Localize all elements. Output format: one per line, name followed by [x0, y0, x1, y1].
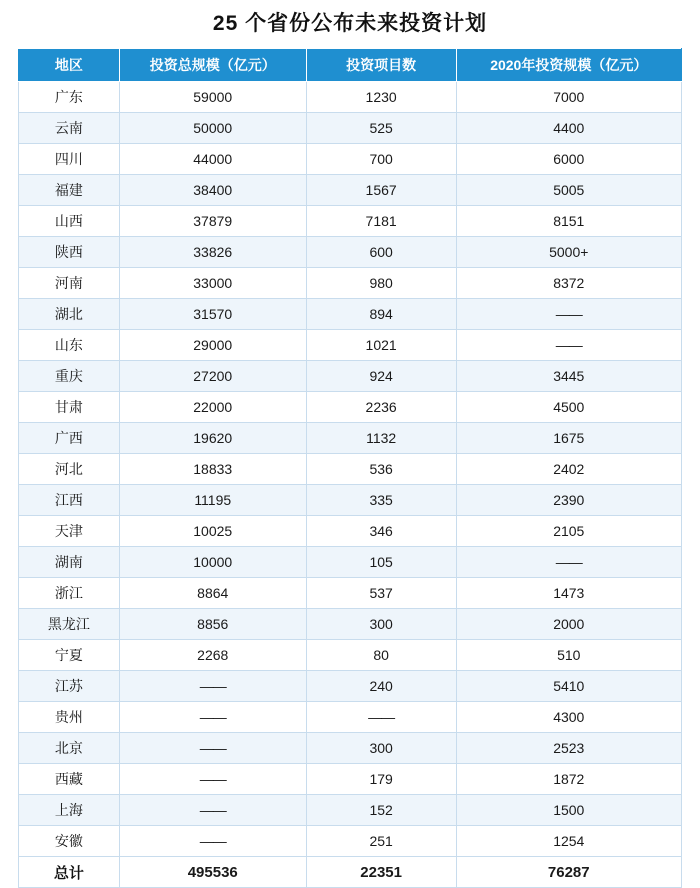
cell-project-count: 536 — [306, 454, 456, 485]
cell-region: 广东 — [19, 82, 120, 113]
table-row — [19, 454, 682, 485]
cell-2020-investment: —— — [456, 330, 681, 361]
cell-2020-investment: 7000 — [456, 82, 681, 113]
cell-2020-investment: 4400 — [456, 113, 681, 144]
cell-project-count: 22351 — [306, 857, 456, 888]
cell-2020-investment: 1872 — [456, 764, 681, 795]
cell-total-investment: 33000 — [119, 268, 306, 299]
cell-project-count: 700 — [306, 144, 456, 175]
table-body — [19, 82, 682, 888]
cell-region: 北京 — [19, 733, 120, 764]
cell-region: 河北 — [19, 454, 120, 485]
cell-2020-investment: 2000 — [456, 609, 681, 640]
column-header-total-investment: 投资总规模（亿元） — [119, 49, 306, 82]
cell-2020-investment: 8151 — [456, 206, 681, 237]
cell-total-investment: —— — [119, 826, 306, 857]
table-row — [19, 485, 682, 516]
table-row — [19, 640, 682, 671]
cell-project-count: 1021 — [306, 330, 456, 361]
cell-total-investment: 11195 — [119, 485, 306, 516]
cell-project-count: 1132 — [306, 423, 456, 454]
cell-total-investment: 19620 — [119, 423, 306, 454]
cell-region: 江西 — [19, 485, 120, 516]
table-row — [19, 206, 682, 237]
cell-2020-investment: 1473 — [456, 578, 681, 609]
cell-region: 天津 — [19, 516, 120, 547]
column-header-2020-investment: 2020年投资规模（亿元） — [456, 49, 681, 82]
table-row — [19, 702, 682, 733]
cell-region: 西藏 — [19, 764, 120, 795]
cell-2020-investment: 510 — [456, 640, 681, 671]
cell-project-count: 179 — [306, 764, 456, 795]
cell-region: 总计 — [19, 857, 120, 888]
cell-total-investment: 29000 — [119, 330, 306, 361]
cell-project-count: 300 — [306, 609, 456, 640]
cell-total-investment: —— — [119, 764, 306, 795]
cell-2020-investment: 8372 — [456, 268, 681, 299]
cell-project-count: 300 — [306, 733, 456, 764]
cell-region: 广西 — [19, 423, 120, 454]
column-header-region: 地区 — [19, 49, 120, 82]
cell-total-investment: 495536 — [119, 857, 306, 888]
cell-region: 上海 — [19, 795, 120, 826]
column-header-project-count: 投资项目数 — [306, 49, 456, 82]
cell-region: 重庆 — [19, 361, 120, 392]
cell-total-investment: 38400 — [119, 175, 306, 206]
cell-project-count: 251 — [306, 826, 456, 857]
table-row — [19, 671, 682, 702]
cell-region: 陕西 — [19, 237, 120, 268]
cell-project-count: 924 — [306, 361, 456, 392]
cell-region: 山西 — [19, 206, 120, 237]
table-row — [19, 609, 682, 640]
cell-total-investment: —— — [119, 702, 306, 733]
table-row — [19, 392, 682, 423]
cell-total-investment: —— — [119, 671, 306, 702]
table-row — [19, 330, 682, 361]
cell-total-investment: 22000 — [119, 392, 306, 423]
cell-total-investment: 44000 — [119, 144, 306, 175]
cell-total-investment: 10025 — [119, 516, 306, 547]
cell-2020-investment: 5000+ — [456, 237, 681, 268]
cell-2020-investment: 4300 — [456, 702, 681, 733]
cell-project-count: 152 — [306, 795, 456, 826]
cell-2020-investment: 3445 — [456, 361, 681, 392]
cell-project-count: 335 — [306, 485, 456, 516]
cell-region: 贵州 — [19, 702, 120, 733]
cell-project-count: 537 — [306, 578, 456, 609]
cell-region: 湖北 — [19, 299, 120, 330]
cell-project-count: 894 — [306, 299, 456, 330]
cell-project-count: 1567 — [306, 175, 456, 206]
table-row — [19, 578, 682, 609]
cell-project-count: 346 — [306, 516, 456, 547]
cell-region: 江苏 — [19, 671, 120, 702]
cell-region: 云南 — [19, 113, 120, 144]
cell-project-count: 1230 — [306, 82, 456, 113]
page-title: 25 个省份公布未来投资计划 — [212, 12, 488, 35]
table-header-row — [19, 49, 682, 82]
cell-2020-investment: 2402 — [456, 454, 681, 485]
cell-2020-investment: 2523 — [456, 733, 681, 764]
cell-region: 湖南 — [19, 547, 120, 578]
cell-total-investment: 59000 — [119, 82, 306, 113]
cell-region: 浙江 — [19, 578, 120, 609]
cell-total-investment: 8864 — [119, 578, 306, 609]
cell-region: 甘肃 — [19, 392, 120, 423]
cell-total-investment: 18833 — [119, 454, 306, 485]
cell-total-investment: 8856 — [119, 609, 306, 640]
cell-2020-investment: 2390 — [456, 485, 681, 516]
cell-project-count: —— — [306, 702, 456, 733]
table-header — [19, 49, 682, 82]
table-row — [19, 268, 682, 299]
table-row — [19, 826, 682, 857]
cell-total-investment: 33826 — [119, 237, 306, 268]
cell-project-count: 240 — [306, 671, 456, 702]
table-row — [19, 175, 682, 206]
cell-project-count: 980 — [306, 268, 456, 299]
cell-total-investment: 37879 — [119, 206, 306, 237]
cell-project-count: 2236 — [306, 392, 456, 423]
cell-total-investment: —— — [119, 733, 306, 764]
table-row — [19, 361, 682, 392]
cell-total-investment: 27200 — [119, 361, 306, 392]
cell-2020-investment: 1254 — [456, 826, 681, 857]
table-row — [19, 516, 682, 547]
cell-2020-investment: —— — [456, 299, 681, 330]
cell-region: 黑龙江 — [19, 609, 120, 640]
cell-2020-investment: 6000 — [456, 144, 681, 175]
table-row — [19, 82, 682, 113]
table-row — [19, 764, 682, 795]
table-row — [19, 113, 682, 144]
table-row — [19, 299, 682, 330]
cell-2020-investment: —— — [456, 547, 681, 578]
cell-project-count: 7181 — [306, 206, 456, 237]
cell-project-count: 525 — [306, 113, 456, 144]
cell-total-investment: 31570 — [119, 299, 306, 330]
cell-2020-investment: 5410 — [456, 671, 681, 702]
cell-region: 福建 — [19, 175, 120, 206]
cell-2020-investment: 4500 — [456, 392, 681, 423]
cell-region: 宁夏 — [19, 640, 120, 671]
cell-project-count: 105 — [306, 547, 456, 578]
cell-region: 安徽 — [19, 826, 120, 857]
cell-total-investment: 10000 — [119, 547, 306, 578]
cell-region: 四川 — [19, 144, 120, 175]
cell-2020-investment: 1500 — [456, 795, 681, 826]
cell-region: 山东 — [19, 330, 120, 361]
cell-region: 河南 — [19, 268, 120, 299]
table-row — [19, 733, 682, 764]
cell-2020-investment: 2105 — [456, 516, 681, 547]
table-total-row — [19, 857, 682, 888]
table-row — [19, 795, 682, 826]
cell-project-count: 80 — [306, 640, 456, 671]
table-row — [19, 547, 682, 578]
cell-2020-investment: 5005 — [456, 175, 681, 206]
cell-total-investment: —— — [119, 795, 306, 826]
investment-plan-table — [18, 48, 682, 888]
cell-total-investment: 50000 — [119, 113, 306, 144]
table-row — [19, 237, 682, 268]
cell-2020-investment: 76287 — [456, 857, 681, 888]
cell-project-count: 600 — [306, 237, 456, 268]
cell-2020-investment: 1675 — [456, 423, 681, 454]
table-row — [19, 423, 682, 454]
cell-total-investment: 2268 — [119, 640, 306, 671]
table-row — [19, 144, 682, 175]
